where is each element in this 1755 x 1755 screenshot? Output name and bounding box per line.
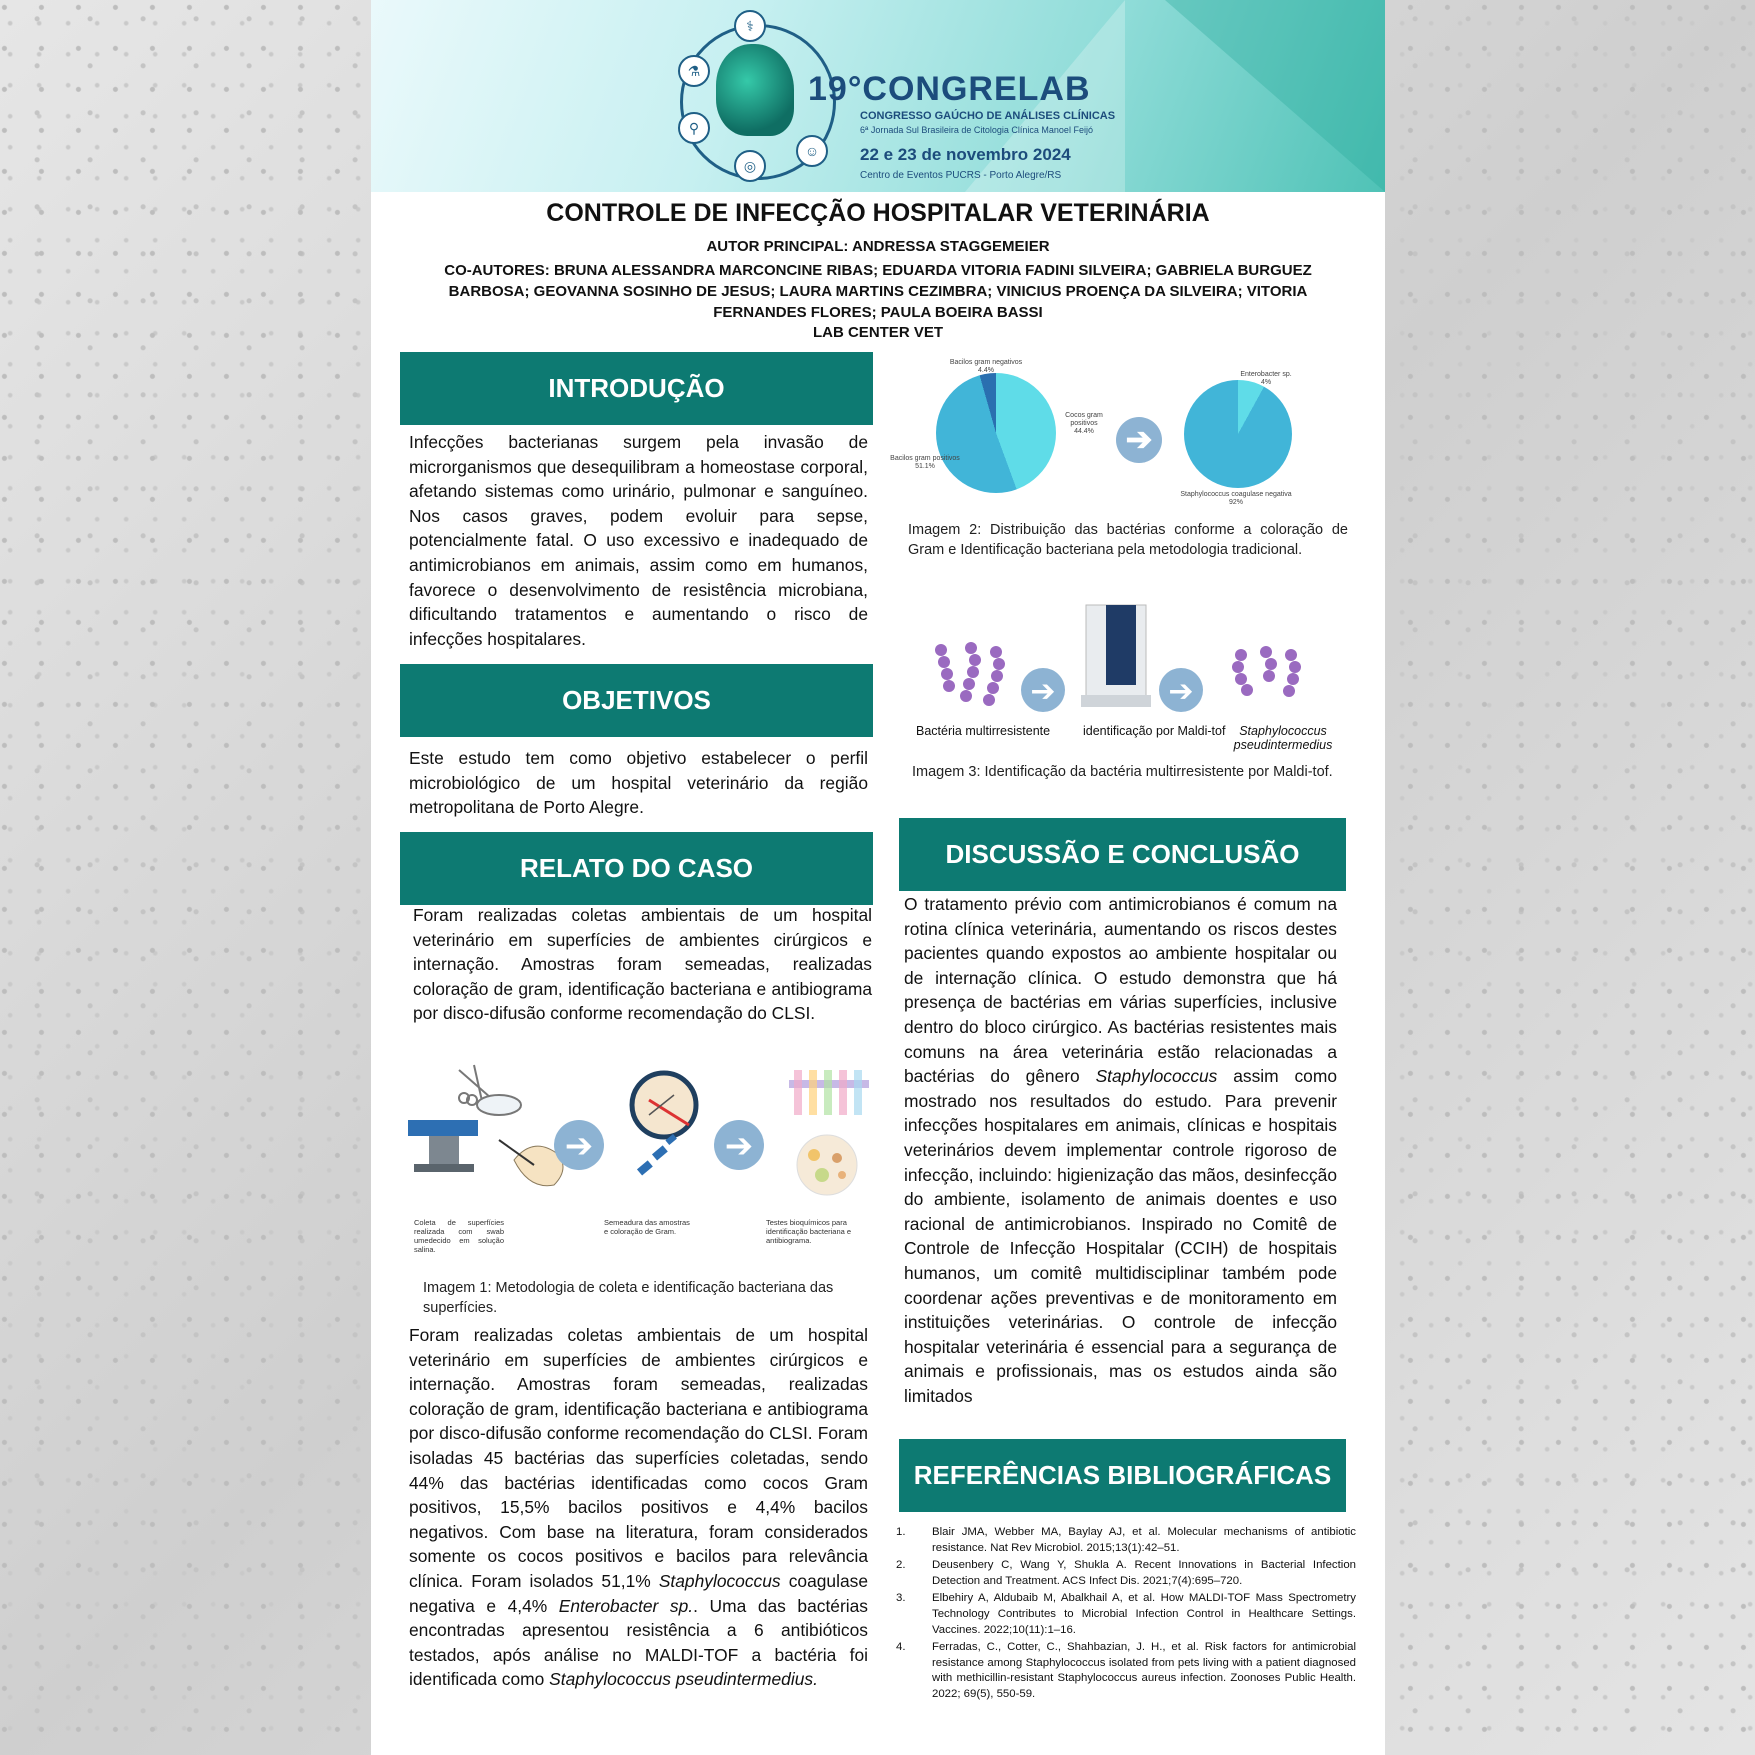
main-author: AUTOR PRINCIPAL: ANDRESSA STAGGEMEIER [706, 238, 1050, 255]
reference-item: 1. Blair JMA, Webber MA, Baylay AJ, et al. Molecular mechanisms of antibiotic resistance. Nat Rev Microbiol. 2015;13(1):42–51. [896, 1526, 1356, 1554]
petri-dish-icon [632, 1073, 696, 1137]
arrow-icon [1021, 668, 1065, 712]
discussao-heading: DISCUSSÃO E CONCLUSÃO [899, 818, 1346, 891]
congress-date: 22 e 23 de novembro 2024 [860, 145, 1071, 164]
poster-title: CONTROLE DE INFECÇÃO HOSPITALAR VETERINÁRIA [546, 199, 1210, 227]
surgical-instruments-icon [459, 1065, 521, 1115]
congress-subtitle-2: 6ª Jornada Sul Brasileira de Citologia Clínica Manoel Feijó [860, 125, 1093, 135]
relato-heading: RELATO DO CASO [400, 832, 873, 905]
tube-icon: ⚗ [678, 55, 710, 87]
arrow-icon: ➔ [1116, 417, 1162, 463]
reference-item: 4. Ferradas, C., Cotter, C., Shahbazian, J. H., et al. Risk factors for antimicrobial resistance among Staphylococcus isolated from pets living with a patient diagnosed with methicillin-resistant Staphylococcus aureus infection. Zoonoses Public Health. 2022; 69(5), 550-59. [896, 1641, 1356, 1700]
poster [371, 0, 1385, 1755]
test-tubes-icon [789, 1070, 869, 1115]
pie-chart-gram [936, 373, 1056, 493]
swab-hand-icon [499, 1140, 563, 1186]
petri-icon: ◎ [734, 150, 766, 182]
congress-banner [371, 0, 1385, 192]
figure-3-caption: Imagem 3: Identificação da bactéria multirresistente por Maldi-tof. [912, 764, 1333, 780]
step-2-label: Semeadura das amostras e coloração de Gram. [604, 1218, 690, 1236]
svg-text:➔: ➔ [1030, 674, 1056, 709]
figure-3-label-2: identificação por Maldi-tof [1083, 724, 1226, 738]
figure-2-caption: Imagem 2: Distribuição das bactérias conforme a coloração de Gram e Identificação bacteriana pela metodologia tradicional. [908, 522, 1348, 558]
svg-text:➔: ➔ [724, 1126, 754, 1166]
step-1-label: Coleta de superfícies realizada com swab umedecido em solução salina. [414, 1218, 504, 1254]
figure-3 [911, 600, 1371, 755]
intro-heading: INTRODUÇÃO [400, 352, 873, 425]
bacteria-cluster-icon [935, 642, 1005, 706]
congress-name: 19°CONGRELAB [808, 70, 1091, 108]
slide-icon [637, 1134, 677, 1176]
arrow-icon [1159, 668, 1203, 712]
pie1-label-b: Cocos gram positivos 44.4% [1065, 412, 1103, 435]
figure-1 [404, 1060, 874, 1265]
svg-text:➔: ➔ [564, 1126, 594, 1166]
doctor-icon: ☺ [796, 135, 828, 167]
step-3-label: Testes bioquímicos para identificação bacteriana e antibiograma. [766, 1218, 852, 1245]
relato-text-1: Foram realizadas coletas ambientais de um hospital veterinário em superfícies de ambientes cirúrgicos e internação. Amostras foram semeadas, realizadas coloração de gram, identificação bacteriana e antibiograma por disco-difusão conforme recomendação do CLSI. [413, 905, 872, 1024]
relato-text-2: Foram realizadas coletas ambientais de um hospital veterinário em superfícies de ambientes cirúrgicos e internação. Amostras foram semeadas, realizadas coloração de gram, identificação bacteriana e antibiograma por disco-difusão conforme recomendação do CLSI. Foram isoladas 45 bactérias das superfícies coletadas, sendo 44% das bactérias identificadas como cocos Gram positivos, 15,5% bacilos positivos e 4,4% bacilos negativos. Com base na literatura, foram considerados somente os cocos positivos e bacilos para relevância clínica. Foram isolados 51,1% Staphylococcus coagulase negativa e 4,4% Enterobacter sp.. Uma das bactérias encontradas apresentou resistência a 6 antibióticos testados, após análise no MALDI-TOF a bactéria foi identificada como Staphylococcus pseudintermedius. [409, 1325, 868, 1690]
figure-3-label-1: Bactéria multirresistente [916, 724, 1051, 738]
arrow-icon-2 [714, 1120, 764, 1170]
pie-chart-identification [1184, 380, 1292, 488]
microscope-icon: ⚲ [678, 112, 710, 144]
objetivos-heading: OBJETIVOS [400, 664, 873, 737]
svg-text:➔: ➔ [1168, 674, 1194, 709]
pie2-label-a: Enterobacter sp. 4% [1240, 371, 1292, 386]
objetivos-text: Este estudo tem como objetivo estabelecer o perfil microbiológico de um hospital veterinário da região metropolitana de Porto Alegre. [409, 748, 868, 818]
maldi-tof-machine-icon [1081, 605, 1151, 707]
congress-place: Centro de Eventos PUCRS - Porto Alegre/RS [860, 170, 1062, 181]
intro-text: Infecções bacterianas surgem pela invasão de microrganismos que desequilibram a homeostase corporal, afetando sistemas como urinário, pulmonar e sanguíneo. Nos casos graves, podem evoluir para sepse, potencialmente fatal. O uso excessivo e inadequado de antimicrobianos em animais, assim como em humanos, favorece o desenvolvimento de resistência microbiana, dificultando tratamentos e aumentando o risco de infecções hospitalares. [409, 432, 868, 649]
antibiogram-plate-icon [797, 1135, 857, 1195]
referencias-heading: REFERÊNCIAS BIBLIOGRÁFICAS [899, 1439, 1346, 1512]
surgical-table-icon [408, 1120, 478, 1172]
reference-item: 2. Deusenbery C, Wang Y, Shukla A. Recent Innovations in Bacterial Infection Detection and Treatment. ACS Infect Dis. 2021;7(4):695–720. [896, 1559, 1356, 1587]
staphylococcus-icon [1232, 646, 1301, 697]
references-list [896, 1525, 1356, 1705]
coauthors: CO-AUTORES: BRUNA ALESSANDRA MARCONCINE RIBAS; EDUARDA VITORIA FADINI SILVEIRA; GABRIELA BURGUEZ BARBOSA; GEOVANNA SOSINHO DE JESUS; LAURA MARTINS CEZIMBRA; VINICIUS PROENÇA DA SILVEIRA; VITORIA FERNANDES FLORES; PAULA BOEIRA BASSI [444, 262, 1312, 321]
maldi-tof-illustration [911, 600, 1371, 720]
figure-2 [890, 355, 1366, 506]
banner-decoration [1165, 0, 1385, 192]
pie1-label-a: Bacilos gram negativos 4.4% [949, 359, 1023, 374]
reference-item: 3. Elbehiry A, Aldubaib M, Abalkhail A, et al. How MALDI-TOF Mass Spectrometry Technology Contributes to Microbial Infection Control in Healthcare Settings. Vaccines. 2022;10(11):1–16. [896, 1592, 1356, 1636]
arrow-icon-1 [554, 1120, 604, 1170]
pie1-label-c: Bacilos gram positivos 51.1% [890, 455, 960, 470]
lab-name: LAB CENTER VET [812, 324, 943, 341]
figure-3-label-3: Staphylococcus pseudintermedius [1233, 724, 1333, 752]
congress-subtitle: CONGRESSO GAÚCHO DE ANÁLISES CLÍNICAS [860, 110, 1116, 122]
pie2-label-b: Staphylococcus coagulase negativa 92% [1180, 491, 1292, 506]
dna-icon: ⚕ [734, 10, 766, 42]
brain-head-icon [716, 44, 794, 136]
discussao-text: O tratamento prévio com antimicrobianos é comum na rotina clínica veterinária, aumentando os riscos destes pacientes quando expostos ao ambiente hospitalar ou de internação clínica. O estudo demonstra que há presença de bactérias em várias superfícies, inclusive dentro do bloco cirúrgico. As bactérias resistentes mais comuns na área veterinária estão relacionadas a bactérias do gênero Staphylococcus assim como mostrado nos resultados do estudo. Para prevenir infecções hospitalares em animais, clínicas e hospitais veterinários devem implementar controle rigoroso de infecção, incluindo: higienização das mãos, desinfecção do ambiente, isolamento de animais doentes e uso racional de antimicrobianos. Inspirado no Comitê de Controle de Infecção Hospitalar (CCIH) de hospitais humanos, um comitê multidisciplinar também pode coordenar ações preventivas e de monitoramento em instituições veterinárias. O controle de infecção hospitalar veterinária é essencial para a segurança de animais e profissionais, mas os estudos ainda são limitados [904, 894, 1337, 1406]
figure-1-caption: Imagem 1: Metodologia de coleta e identificação bacteriana das superfícies. [423, 1280, 834, 1316]
